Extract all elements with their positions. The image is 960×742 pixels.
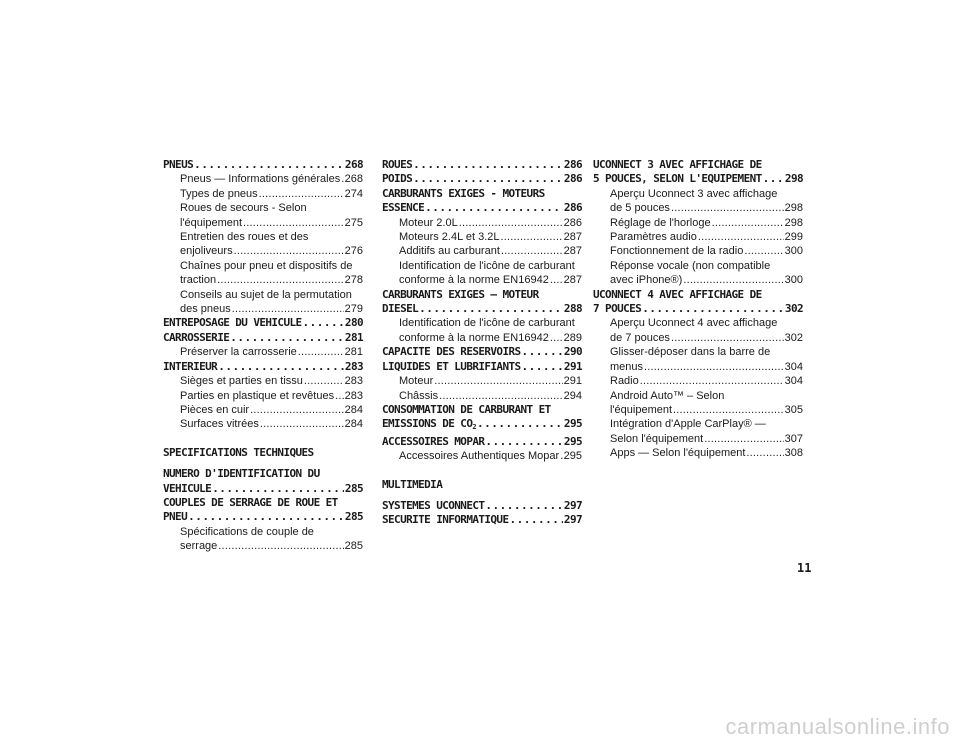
toc-entry-entreposage[interactable] (163, 316, 363, 330)
leader-dots (671, 201, 784, 215)
toc-subentry[interactable] (163, 345, 363, 359)
leader-dots (550, 331, 563, 345)
toc-subtitle: Radio (610, 375, 639, 388)
toc-title: CAPACITE DES RESERVOIRS (382, 345, 521, 359)
toc-subtitle: Types de pneus (180, 187, 258, 200)
toc-title: ROUES (382, 158, 413, 171)
toc-page: 284 (344, 418, 363, 431)
toc-subentry[interactable] (163, 201, 363, 230)
footer-watermark: carmanualsonline.info (725, 714, 950, 739)
leader-dots (501, 230, 563, 244)
toc-page: 276 (344, 245, 363, 258)
leader-dots (212, 482, 344, 496)
section-heading: SPECIFICATIONS TECHNIQUES (163, 445, 314, 459)
leader-dots (230, 331, 344, 345)
toc-subentry[interactable] (593, 389, 803, 418)
toc-title-line: CARBURANTS EXIGES - MOTEURS (382, 186, 545, 200)
toc-subentry[interactable] (593, 187, 803, 216)
toc-entry-capacite[interactable] (382, 345, 582, 359)
leader-dots (763, 172, 784, 186)
toc-page: 298 (784, 202, 803, 215)
toc-subtitle: Accessoires Authentiques Mopar (399, 450, 560, 463)
toc-entry-securite[interactable] (382, 513, 582, 527)
leader-dots (259, 187, 344, 201)
toc-page: 291 (563, 375, 582, 388)
toc-subtitle: de 7 pouces (610, 331, 670, 344)
leader-dots (419, 302, 563, 316)
leader-dots (550, 273, 563, 287)
toc-page: 297 (563, 498, 582, 512)
toc-page: 298 (784, 172, 803, 186)
toc-entry-consommation[interactable] (382, 403, 582, 435)
toc-title: PNEUS (163, 158, 194, 171)
toc-subentry[interactable] (163, 525, 363, 554)
toc-subentry[interactable] (382, 244, 582, 258)
toc-subtitle: Moteur (399, 375, 434, 388)
subscript: 2 (472, 423, 476, 432)
page-number: 11 (797, 561, 812, 575)
toc-title-line (382, 302, 582, 316)
toc-subtitle: Parties en plastique et revêtues (180, 389, 335, 402)
toc-entry-interieur[interactable] (163, 360, 363, 374)
toc-subtitle-line: Identification de l'icône de carburant (399, 317, 575, 330)
toc-page: 284 (344, 403, 363, 416)
toc-title-line (382, 417, 582, 434)
toc-title: DIESEL (382, 302, 419, 316)
toc-subtitle-line: Entretien des roues et des (180, 231, 309, 244)
toc-title (382, 417, 476, 434)
toc-subtitle: traction (180, 274, 217, 287)
toc-subentry[interactable] (382, 259, 582, 288)
leader-dots (522, 345, 563, 359)
toc-subtitle-line: Intégration d'Apple CarPlay® — (610, 418, 766, 431)
toc-subtitle: Selon l'équipement (610, 432, 704, 445)
section-heading: MULTIMEDIA (382, 477, 443, 491)
leader-dots (232, 302, 344, 316)
leader-dots (644, 360, 784, 374)
toc-subtitle: Additifs au carburant (399, 245, 500, 258)
toc-page: 286 (563, 216, 582, 229)
leader-dots (744, 244, 783, 258)
toc-page: 288 (563, 302, 582, 316)
toc-title-line: UCONNECT 3 AVEC AFFICHAGE DE (593, 158, 762, 171)
leader-dots (218, 539, 343, 553)
toc-subentry[interactable] (163, 389, 363, 403)
toc-page: 298 (784, 216, 803, 229)
leader-dots (485, 435, 563, 449)
toc-entry-uconnect-4[interactable] (593, 288, 803, 317)
leader-dots (234, 244, 344, 258)
toc-title-text: EMISSIONS DE CO (382, 417, 473, 431)
leader-dots (260, 417, 344, 431)
toc-entry-carburants-diesel[interactable] (382, 288, 582, 317)
leader-dots (671, 331, 784, 345)
toc-subtitle-line (163, 539, 363, 553)
toc-entry-accessoires[interactable] (382, 435, 582, 449)
leader-dots (218, 360, 344, 374)
toc-subtitle: Moteurs 2.4L et 3.2L (399, 231, 500, 244)
toc-subentry[interactable] (163, 403, 363, 417)
leader-dots (439, 389, 563, 403)
toc-page: 286 (563, 158, 582, 171)
toc-subtitle: l'équipement (180, 216, 243, 229)
leader-dots (413, 158, 563, 172)
toc-subtitle-line (593, 201, 803, 215)
leader-dots (683, 273, 783, 287)
toc-subtitle-line: Aperçu Uconnect 4 avec affichage (610, 317, 778, 330)
toc-subtitle: conforme à la norme EN16942 (399, 331, 549, 344)
toc-title: INTERIEUR (163, 359, 218, 373)
toc-column-1 (163, 158, 363, 554)
toc-subentry[interactable] (382, 374, 582, 388)
toc-subtitle-line (593, 432, 803, 446)
toc-page: 285 (344, 481, 363, 495)
toc-subentry[interactable] (593, 446, 803, 460)
toc-subentry[interactable] (163, 417, 363, 431)
leader-dots (194, 158, 344, 172)
toc-entry-roues[interactable] (382, 158, 582, 172)
toc-subtitle: des pneus (180, 303, 231, 316)
toc-subtitle: Sièges et parties en tissu (180, 375, 303, 388)
toc-subtitle: Réglage de l'horloge (610, 216, 711, 229)
toc-subtitle: Paramètres audio (610, 231, 697, 244)
toc-page: 297 (563, 513, 582, 527)
toc-page: 283 (344, 359, 363, 373)
toc-subtitle-line (163, 216, 363, 230)
toc-subtitle-line (382, 331, 582, 345)
leader-dots (459, 216, 563, 230)
toc-title: 5 POUCES, SELON L'EQUIPEMENT (593, 172, 762, 186)
toc-title: VEHICULE (163, 481, 212, 495)
toc-column-2 (382, 158, 582, 528)
toc-page: 304 (784, 360, 803, 373)
toc-subtitle-line: Android Auto™ – Selon (610, 389, 725, 402)
toc-page: 304 (784, 375, 803, 388)
toc-title: ENTREPOSAGE DU VEHICULE (163, 316, 302, 330)
toc-page: 275 (344, 216, 363, 229)
toc-subtitle: de 5 pouces (610, 202, 670, 215)
toc-page: 299 (784, 231, 803, 244)
leader-dots (434, 374, 562, 388)
leader-dots (642, 302, 784, 316)
toc-subentry[interactable] (382, 230, 582, 244)
toc-subtitle-line (382, 273, 582, 287)
toc-page: 283 (344, 389, 363, 402)
toc-subtitle: Préserver la carrosserie (180, 346, 297, 359)
leader-dots (477, 417, 563, 431)
leader-dots (188, 510, 344, 524)
toc-subentry[interactable] (382, 449, 582, 463)
toc-title-line: CONSOMMATION DE CARBURANT ET (382, 402, 551, 416)
toc-subentry[interactable] (593, 244, 803, 258)
toc-page: 268 (344, 158, 363, 171)
toc-title: ESSENCE (382, 201, 425, 215)
toc-subentry[interactable] (163, 259, 363, 288)
toc-title-line (593, 172, 803, 186)
toc-title: 7 POUCES (593, 302, 642, 316)
leader-dots (640, 374, 784, 388)
toc-page: 290 (563, 345, 582, 359)
leader-dots (509, 513, 562, 527)
toc-entry-vin[interactable] (163, 467, 363, 496)
leader-dots (298, 345, 344, 359)
toc-subtitle-line (593, 331, 803, 345)
toc-subtitle-line (163, 273, 363, 287)
toc-page: 287 (563, 245, 582, 258)
toc-subtitle-line: Roues de secours - Selon (180, 202, 307, 215)
toc-subtitle-line: Réponse vocale (non compatible (610, 259, 771, 272)
toc-subtitle: conforme à la norme EN16942 (399, 274, 549, 287)
toc-subtitle-line (593, 403, 803, 417)
toc-subtitle-line: Aperçu Uconnect 3 avec affichage (610, 187, 778, 200)
toc-title: SECURITE INFORMATIQUE (382, 513, 509, 527)
toc-subtitle-line: Identification de l'icône de carburant (399, 259, 575, 272)
toc-subentry[interactable] (593, 259, 803, 288)
toc-subentry[interactable] (163, 230, 363, 259)
toc-entry-carburants-essence[interactable] (382, 187, 582, 216)
toc-subentry[interactable] (163, 288, 363, 317)
toc-subentry[interactable] (593, 230, 803, 244)
toc-page: 307 (784, 432, 803, 445)
toc-title: SYSTEMES UCONNECT (382, 498, 485, 512)
toc-entry-liquides[interactable] (382, 360, 582, 374)
toc-subtitle-line: Glisser-déposer dans la barre de (610, 346, 771, 359)
leader-dots (304, 374, 344, 388)
toc-title: PNEU (163, 510, 188, 524)
toc-subtitle-line (593, 360, 803, 374)
toc-page: 279 (344, 303, 363, 316)
toc-entry-carrosserie[interactable] (163, 331, 363, 345)
toc-entry-poids[interactable] (382, 172, 582, 186)
toc-title-line (382, 201, 582, 215)
toc-page: 283 (344, 375, 363, 388)
toc-page: 278 (344, 274, 363, 287)
leader-dots (560, 449, 562, 463)
toc-entry-uconnect-3[interactable] (593, 158, 803, 187)
toc-subtitle: Châssis (399, 389, 439, 402)
toc-subentry[interactable] (593, 316, 803, 345)
toc-page: 274 (344, 187, 363, 200)
toc-page: 289 (563, 331, 582, 344)
toc-subtitle: menus (610, 360, 644, 373)
leader-dots (425, 201, 563, 215)
toc-entry-systemes-uconnect[interactable] (382, 499, 582, 513)
leader-dots (746, 446, 783, 460)
toc-page: 295 (563, 434, 582, 448)
toc-page: 294 (563, 389, 582, 402)
toc-subtitle: Pièces en cuir (180, 403, 250, 416)
leader-dots (501, 244, 563, 258)
toc-page: 285 (344, 510, 363, 524)
toc-title: CARROSSERIE (163, 330, 230, 344)
leader-dots (485, 499, 563, 513)
toc-page: 302 (784, 302, 803, 316)
leader-dots (704, 432, 783, 446)
toc-title: POIDS (382, 172, 413, 186)
toc-title-line: COUPLES DE SERRAGE DE ROUE ET (163, 495, 338, 509)
toc-subentry[interactable] (593, 345, 803, 374)
toc-subtitle: Surfaces vitrées (180, 418, 259, 431)
toc-subtitle-line: Conseils au sujet de la permutation (180, 288, 352, 301)
toc-subentry[interactable] (382, 389, 582, 403)
toc-subtitle: avec iPhone®) (610, 274, 683, 287)
toc-title-line (593, 302, 803, 316)
toc-page: 300 (784, 245, 803, 258)
toc-subtitle-line: Spécifications de couple de (180, 525, 314, 538)
toc-page: 281 (344, 330, 363, 344)
toc-title-line (163, 510, 363, 524)
toc-subtitle: Fonctionnement de la radio (610, 245, 744, 258)
toc-page: 287 (563, 274, 582, 287)
toc-subentry[interactable] (163, 187, 363, 201)
toc-page: 286 (563, 172, 582, 186)
leader-dots (522, 360, 563, 374)
leader-dots (413, 172, 563, 186)
leader-dots (303, 316, 344, 330)
toc-subtitle: Moteur 2.0L (399, 216, 458, 229)
toc-title-line: UCONNECT 4 AVEC AFFICHAGE DE (593, 287, 762, 301)
toc-page: 285 (344, 540, 363, 553)
toc-subtitle-line (163, 244, 363, 258)
toc-title: ACCESSOIRES MOPAR (382, 434, 485, 448)
leader-dots (712, 216, 784, 230)
toc-subtitle-line (163, 302, 363, 316)
leader-dots (217, 273, 344, 287)
toc-subtitle-line (593, 273, 803, 287)
toc-page: 291 (563, 359, 582, 373)
toc-subtitle: enjoliveurs (180, 245, 233, 258)
toc-title: LIQUIDES ET LUBRIFIANTS (382, 359, 521, 373)
toc-page: 295 (563, 417, 582, 431)
toc-subentry[interactable] (593, 216, 803, 230)
leader-dots (250, 403, 344, 417)
toc-column-3 (593, 158, 803, 461)
toc-subtitle: l'équipement (610, 403, 673, 416)
toc-subentry[interactable] (163, 172, 363, 186)
toc-subtitle: serrage (180, 540, 218, 553)
leader-dots (335, 389, 344, 403)
leader-dots (698, 230, 784, 244)
leader-dots (673, 403, 784, 417)
toc-subtitle-line: Chaînes pour pneu et dispositifs de (180, 259, 353, 272)
leader-dots (341, 172, 343, 186)
toc-subtitle: Apps — Selon l'équipement (610, 447, 746, 460)
toc-subentry[interactable] (163, 374, 363, 388)
toc-title-line: NUMERO D'IDENTIFICATION DU (163, 467, 320, 481)
toc-subentry[interactable] (382, 216, 582, 230)
toc-entry-pneus[interactable] (163, 158, 363, 172)
toc-page: 302 (784, 331, 803, 344)
toc-page: 281 (344, 346, 363, 359)
leader-dots (243, 216, 344, 230)
toc-page: 305 (784, 403, 803, 416)
toc-subentry[interactable] (593, 374, 803, 388)
toc-subentry[interactable] (382, 316, 582, 345)
toc-page: 286 (563, 201, 582, 215)
toc-page: 300 (784, 274, 803, 287)
toc-page: 280 (344, 316, 363, 330)
toc-entry-couples[interactable] (163, 496, 363, 525)
toc-title-line (163, 482, 363, 496)
toc-page: 295 (563, 450, 582, 463)
toc-page: 308 (784, 447, 803, 460)
toc-title-line: CARBURANTS EXIGES — MOTEUR (382, 287, 539, 301)
toc-page: 268 (344, 173, 363, 186)
toc-subentry[interactable] (593, 417, 803, 446)
toc-page: 287 (563, 231, 582, 244)
toc-subtitle: Pneus — Informations générales (180, 173, 341, 186)
